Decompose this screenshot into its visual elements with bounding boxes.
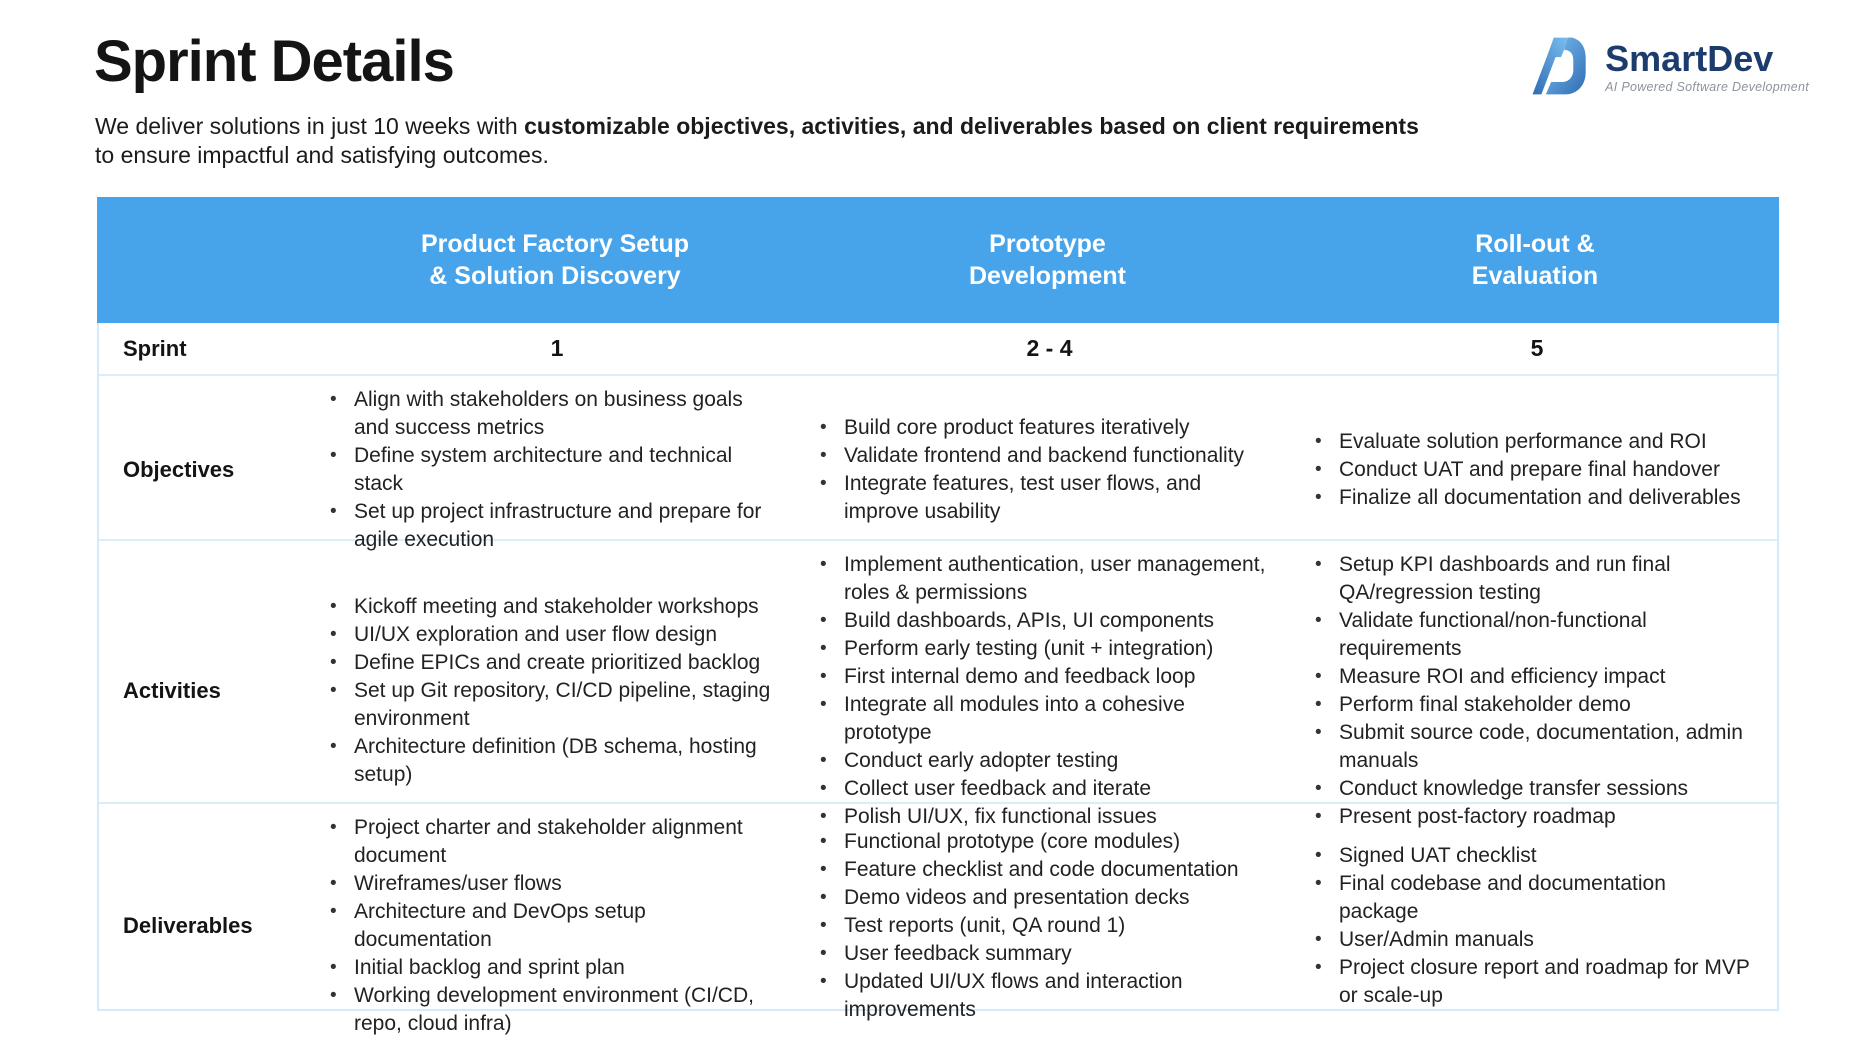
column-header-product-factory — [310, 197, 800, 323]
intro-bold: customizable objectives, activities, and deliverables based on client requirements — [524, 113, 1419, 139]
bullet-item: • Set up project infrastructure and prepare for agile execution — [322, 498, 776, 554]
intro-suffix: to ensure impactful and satisfying outcomes. — [95, 142, 549, 168]
header-line: Product Factory Setup — [420, 230, 690, 258]
bullet-item: • Architecture definition (DB schema, hosting setup) — [322, 733, 776, 789]
sprint-value-col1: 1 — [550, 335, 564, 361]
cell-bullet-list — [1307, 551, 1751, 831]
bullet-item: • Demo videos and presentation decks — [812, 884, 1271, 912]
bullet-item: • Align with stakeholders on business goals and success metrics — [322, 386, 776, 442]
smartdev-logo-icon — [1529, 32, 1591, 100]
sprint-table — [97, 197, 1779, 1035]
bullet-item: • Measure ROI and efficiency impact — [1307, 663, 1751, 691]
header-line: Prototype — [989, 230, 1106, 258]
bullet-item: • Feature checklist and code documentation — [812, 856, 1271, 884]
cell-bullet-list — [1307, 842, 1751, 1010]
bullet-item: • Conduct knowledge transfer sessions — [1307, 775, 1751, 803]
bullet-item: • Build dashboards, APIs, UI components — [812, 607, 1271, 635]
bullet-item: • Kickoff meeting and stakeholder workshops — [322, 593, 776, 621]
bullet-item: • First internal demo and feedback loop — [812, 663, 1271, 691]
bullet-item: • Integrate features, test user flows, and improve usability — [812, 470, 1271, 526]
header-line: Evaluation — [1471, 262, 1599, 290]
objectives-row-label: Objectives — [123, 457, 235, 482]
bullet-item: • Wireframes/user flows — [322, 870, 776, 898]
objectives-cell-col3 — [1297, 376, 1777, 564]
bullet-item: • Implement authentication, user management, roles & permissions — [812, 551, 1271, 607]
deliverables-cell-col2 — [802, 804, 1297, 1044]
bullet-item: • Define EPICs and create prioritized backlog — [322, 649, 776, 677]
bullet-item: • Perform final stakeholder demo — [1307, 691, 1751, 719]
cell-bullet-list — [322, 593, 776, 789]
intro-prefix: We deliver solutions in just 10 weeks with — [95, 113, 525, 139]
bullet-item: • Build core product features iteratively — [812, 414, 1271, 442]
activities-cell-col1 — [312, 541, 802, 841]
objectives-cell-col2 — [802, 376, 1297, 564]
deliverables-row-label: Deliverables — [123, 913, 253, 938]
bullet-item: • Present post-factory roadmap — [1307, 803, 1751, 831]
sprint-row-label: Sprint — [123, 335, 187, 361]
bullet-item: • Setup KPI dashboards and run final QA/regression testing — [1307, 551, 1751, 607]
cell-bullet-list — [812, 551, 1271, 831]
bullet-item: • Conduct UAT and prepare final handover — [1307, 456, 1741, 484]
bullet-item: • Integrate all modules into a cohesive prototype — [812, 691, 1271, 747]
bullet-item: • Perform early testing (unit + integration) — [812, 635, 1271, 663]
bullet-item: • Evaluate solution performance and ROI — [1307, 428, 1741, 456]
objectives-cell-col1 — [312, 376, 802, 564]
logo-text-block — [1605, 39, 1809, 94]
bullet-item: • UI/UX exploration and user flow design — [322, 621, 776, 649]
bullet-item: • Initial backlog and sprint plan — [322, 954, 776, 982]
bullet-item: • Project charter and stakeholder alignment document — [322, 814, 776, 870]
bullet-item: • Set up Git repository, CI/CD pipeline, staging environment — [322, 677, 776, 733]
intro-text — [95, 112, 1425, 170]
activities-row-label: Activities — [123, 678, 221, 703]
smartdev-logo — [1529, 32, 1809, 100]
bullet-item: • Polish UI/UX, fix functional issues — [812, 803, 1271, 831]
bullet-item: • Working development environment (CI/CD, repo, cloud infra) — [322, 982, 776, 1038]
header-line: Roll-out & — [1475, 230, 1595, 258]
logo-tagline: AI Powered Software Development — [1605, 79, 1809, 94]
objectives-row — [99, 376, 1777, 551]
cell-bullet-list — [812, 828, 1271, 1024]
cell-bullet-list — [322, 386, 776, 554]
sprint-value-col3: 5 — [1530, 335, 1544, 361]
bullet-item: • Functional prototype (core modules) — [812, 828, 1271, 856]
activities-cell-col2 — [802, 541, 1297, 841]
deliverables-cell-col3 — [1297, 804, 1777, 1044]
cell-bullet-list — [1307, 428, 1741, 512]
header-corner-cell — [97, 197, 310, 323]
bullet-item: • Submit source code, documentation, admin manuals — [1307, 719, 1751, 775]
bullet-item: • Test reports (unit, QA round 1) — [812, 912, 1271, 940]
header-line: Development — [969, 262, 1126, 290]
sprint-value-col2: 2 - 4 — [1026, 335, 1073, 361]
activities-row — [99, 541, 1777, 828]
bullet-item: • User/Admin manuals — [1307, 926, 1751, 954]
column-header-rollout — [1295, 197, 1775, 323]
deliverables-row — [99, 804, 1777, 1035]
bullet-item: • Final codebase and documentation package — [1307, 870, 1751, 926]
cell-bullet-list — [812, 414, 1271, 526]
activities-cell-col3 — [1297, 541, 1777, 841]
logo-name: SmartDev — [1605, 37, 1774, 79]
bullet-item: • Collect user feedback and iterate — [812, 775, 1271, 803]
bullet-item: • Architecture and DevOps setup documentation — [322, 898, 776, 954]
bullet-item: • Signed UAT checklist — [1307, 842, 1751, 870]
bullet-item: • Updated UI/UX flows and interaction improvements — [812, 968, 1271, 1024]
bullet-item: • Validate frontend and backend functionality — [812, 442, 1271, 470]
column-header-prototype — [800, 197, 1295, 323]
bullet-item: • Conduct early adopter testing — [812, 747, 1271, 775]
cell-bullet-list — [322, 814, 776, 1038]
header-line: & Solution Discovery — [429, 262, 681, 290]
page-title: Sprint Details — [94, 29, 454, 94]
bullet-item: • Project closure report and roadmap for MVP or scale-up — [1307, 954, 1751, 1010]
sprint-number-row — [99, 323, 1777, 376]
bullet-item: • Finalize all documentation and deliverables — [1307, 484, 1741, 512]
bullet-item: • Define system architecture and technical stack — [322, 442, 776, 498]
bullet-item: • Validate functional/non-functional requirements — [1307, 607, 1751, 663]
bullet-item: • User feedback summary — [812, 940, 1271, 968]
deliverables-cell-col1 — [312, 804, 802, 1044]
table-header-row — [97, 197, 1779, 323]
